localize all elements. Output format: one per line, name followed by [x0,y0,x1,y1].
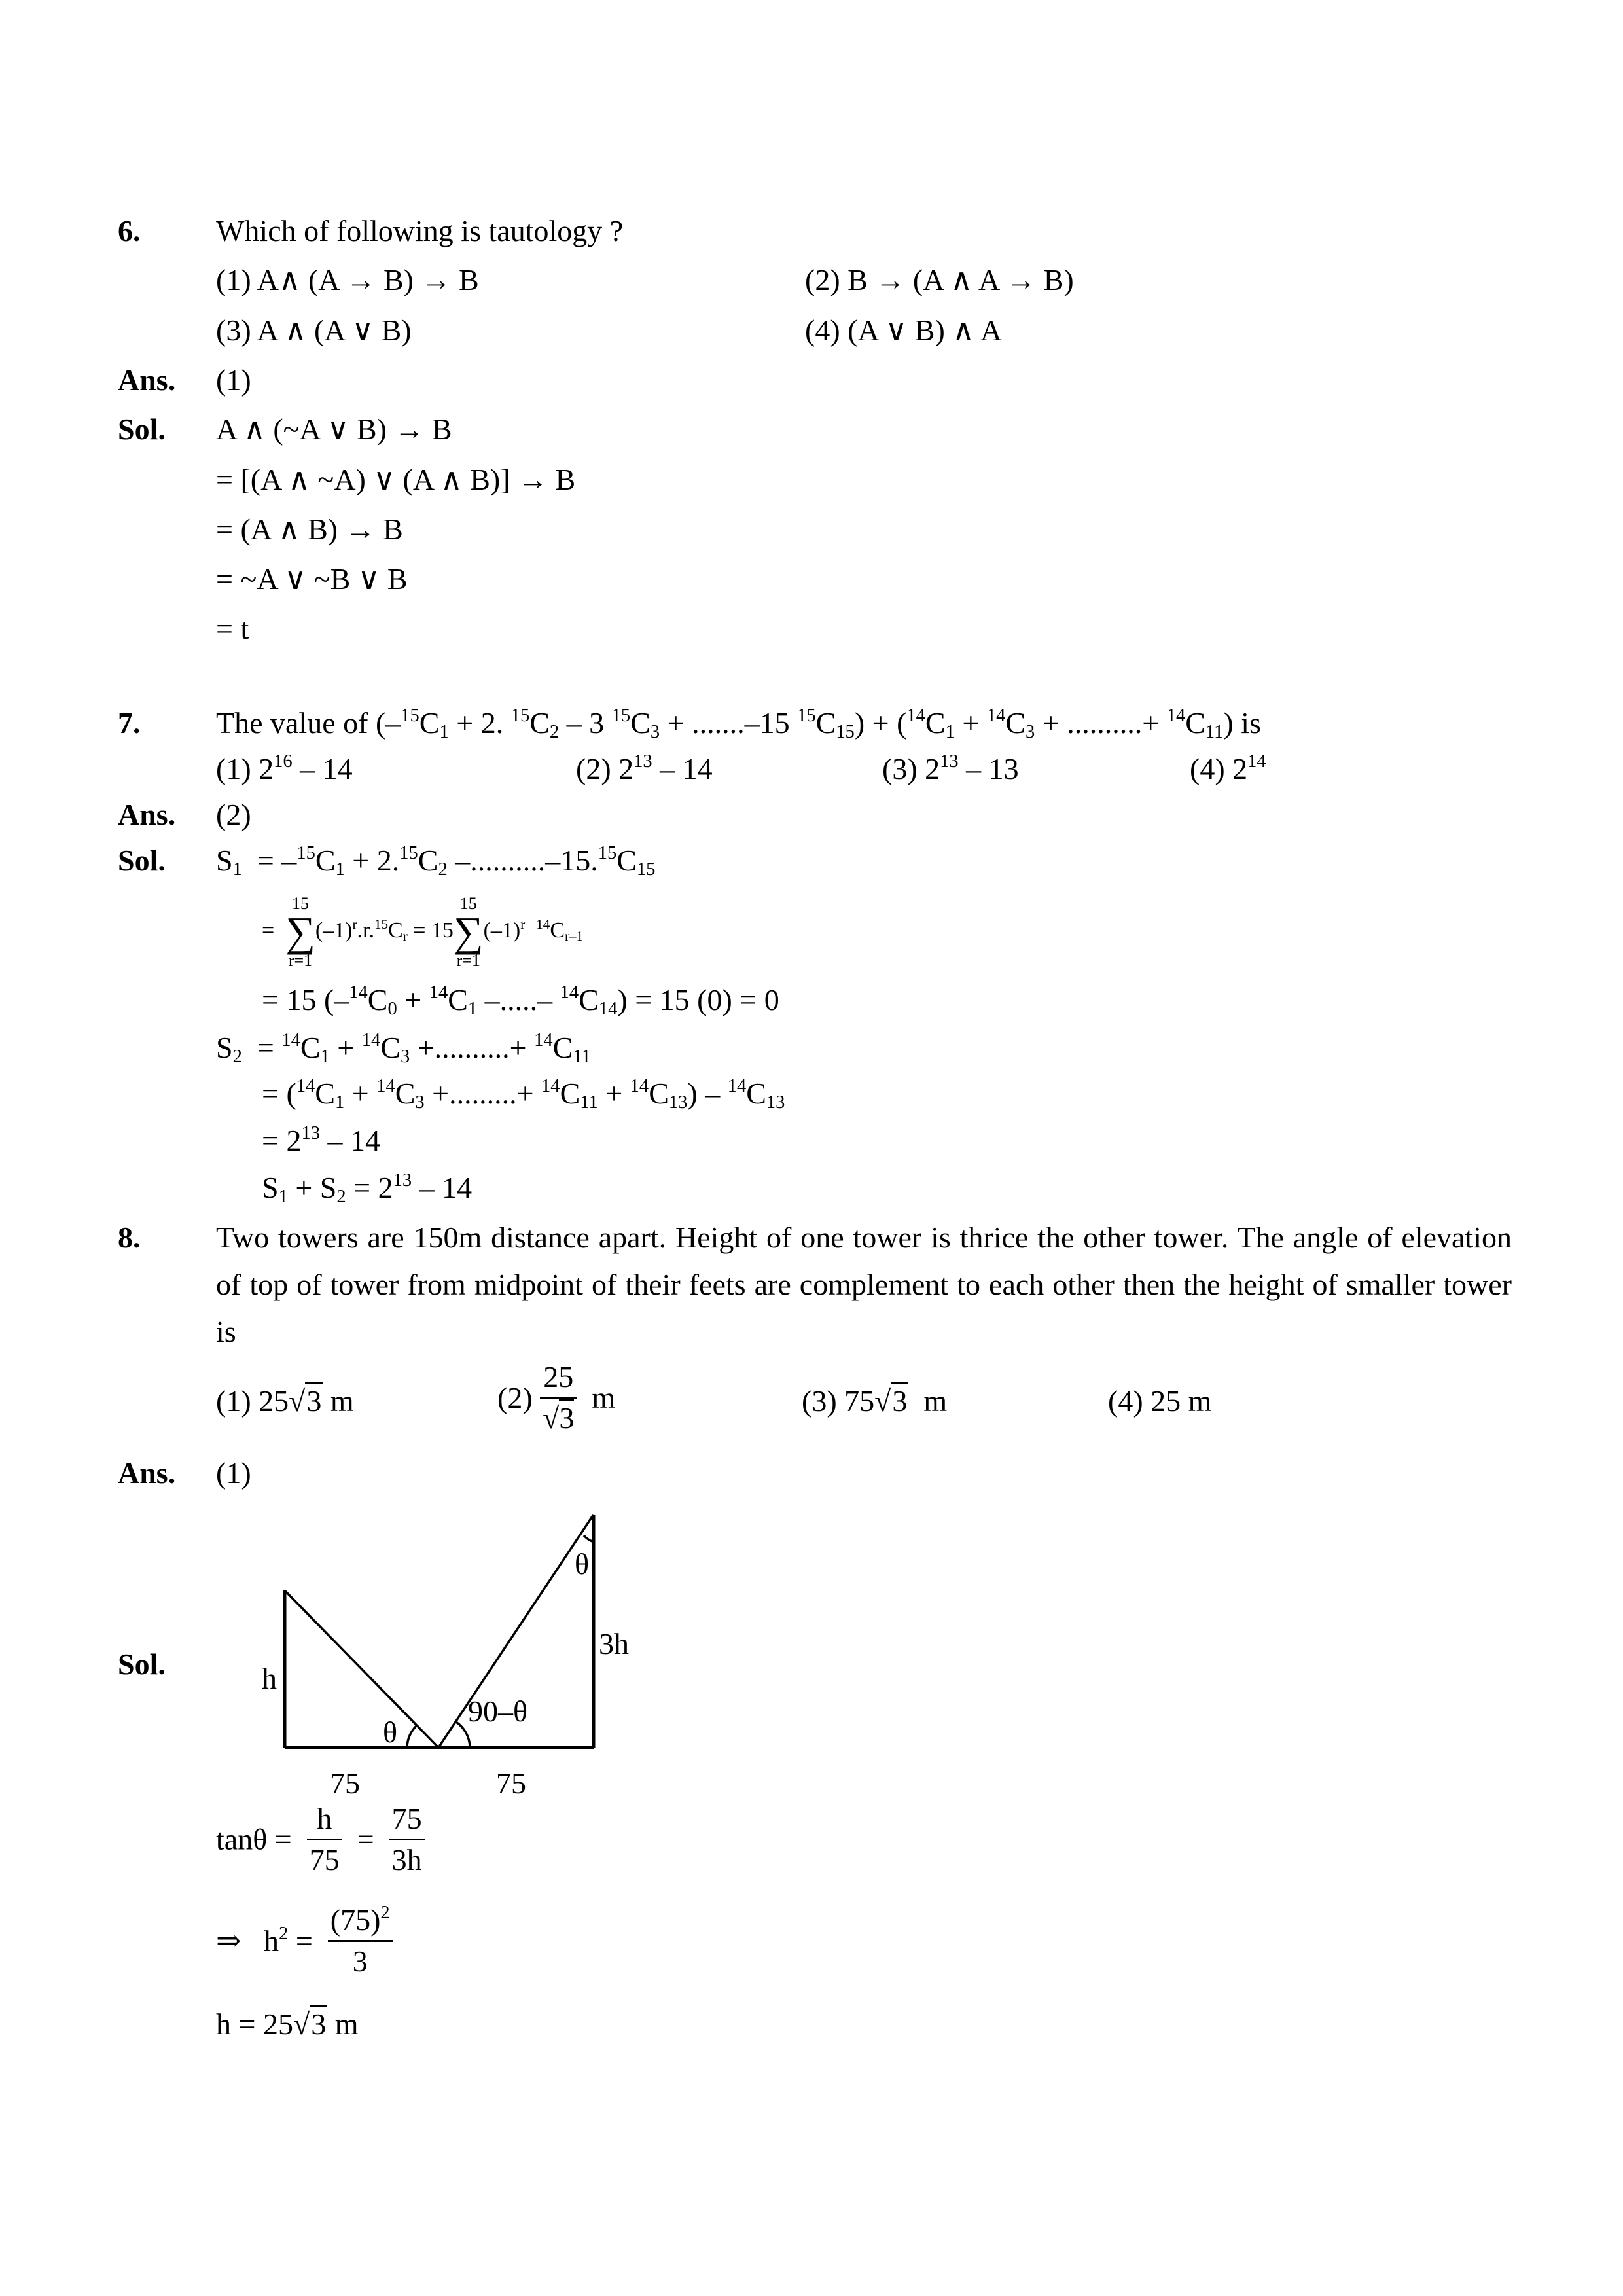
label-left-base: 75 [330,1767,360,1800]
summation: 15 ∑ r=1 [453,894,484,970]
answer-value: (1) [216,1456,251,1490]
angle-arc-left [407,1725,417,1748]
option-3: (3) $2^{13} - 13$ [882,751,1019,785]
label-angle-right: 90–θ [468,1695,528,1728]
label-angle-left: θ [383,1715,398,1749]
h-squared-equation: ⇒ $h^2$ = $\frac{(75)^2}{3}$ [216,1905,393,1978]
answer-label: Ans. [118,363,176,397]
solution-line: = [(A ∧ ~A) ∨ (A ∧ B)] → B [216,463,576,496]
answer-value: (2) [216,798,251,831]
label-right-base: 75 [496,1767,526,1800]
question-suffix: is [1241,706,1261,740]
option-4: (4) (A ∨ B) ∧ A [805,314,1003,347]
option-1: (1) 25√3 m [216,1386,354,1416]
question-number: 6. [118,214,141,247]
option-2: (2) $2^{13} - 14$ [576,751,713,785]
solution-line: = 15 ($-^{14}C_0 + ^{14}C_1$ –.....– $^{14}C_{14}) = 15$ (0) = 0 [262,982,779,1020]
label-right-height: 3h [599,1627,629,1660]
towers-diagram [249,1499,654,1800]
left-sightline [285,1590,438,1748]
solution-line-sum: = 15 ∑ r=1 $(-1)^r.r.^{15}C_r = 15$ 15 ∑ r=1 $(-1)^r$ $^{14}C_{r-1}$ [262,894,584,970]
solution-line-s2: $S_2 = ^{14}C_1 + ^{14}C_3$ +..........+ $^{14}C_{11}$ [216,1030,591,1067]
question-text: Which of following is tautology ? [216,214,624,247]
option-1: (1) A∧ (A → B) → B [216,263,479,296]
label-left-height: h [262,1662,277,1695]
option-3: (3) 75√3 m [802,1386,947,1416]
option-4: (4) $2^{14}$ [1190,751,1266,785]
answer-label: Ans. [118,798,176,831]
question-text: The value of ($-^{15}C_1 + 2$. $^{15}C_2 - 3$ $^{15}C_3 + .......-15$ $^{15}C_{15}) + (^{14}C_1 + ^{14}C_3$ + ..........+ $^{14}C_{11}$) is [216,706,1261,743]
tan-equation: tanθ = $\frac{h}{75}$ = $\frac{75}{3h}$ [216,1803,425,1876]
solution-label: Sol. [118,844,166,877]
label-angle-top: θ [575,1547,590,1581]
solution-line: = ($^{14}C_1 + ^{14}C_3$ +.........+ $^{14}C_{11} + ^{14}C_{13}) - ^{14}C_{13}$ [262,1076,785,1113]
solution-label: Sol. [118,412,166,446]
question-number: 8. [118,1221,141,1254]
question-text: Two towers are 150m distance apart. Height of one tower is thrice the other tower. The angle of elevation of top of tower from midpoint of their feets are complement to each other then the height of smaller tower is [216,1221,1512,1348]
option-3: (3) A ∧ (A ∨ B) [216,314,412,347]
solution-line-s1: $S_1 = -^{15}C_1 + 2.15C_2$ $-..........-15.15C_{15}$ [216,843,656,880]
solution-line: = $2^{13} - 14$ [262,1123,380,1157]
option-2: (2) $\frac{25}{√3}$ m [497,1360,616,1435]
option-2: (2) B → (A ∧ A → B) [805,263,1074,296]
solution-line: = (A ∧ B) → B [216,512,403,546]
option-1: (1) $2^{16} - 14$ [216,751,353,785]
solution-label: Sol. [118,1647,166,1681]
final-result: h = 25√3 m [216,2009,358,2039]
solution-line: A ∧ (~A ∨ B) → B [216,412,452,446]
solution-line: = ~A ∨ ~B ∨ B [216,562,408,596]
solution-final: $S_1 + S_2 = 2^{13} - 14$ [262,1170,473,1208]
solution-line: = t [216,612,249,645]
answer-value: (1) [216,363,251,397]
question-number: 7. [118,706,141,740]
question-prefix: The value of (– [216,706,401,740]
summation: 15 ∑ r=1 [285,894,315,970]
option-4: (4) 25 m [1108,1384,1212,1418]
answer-label: Ans. [118,1456,176,1490]
